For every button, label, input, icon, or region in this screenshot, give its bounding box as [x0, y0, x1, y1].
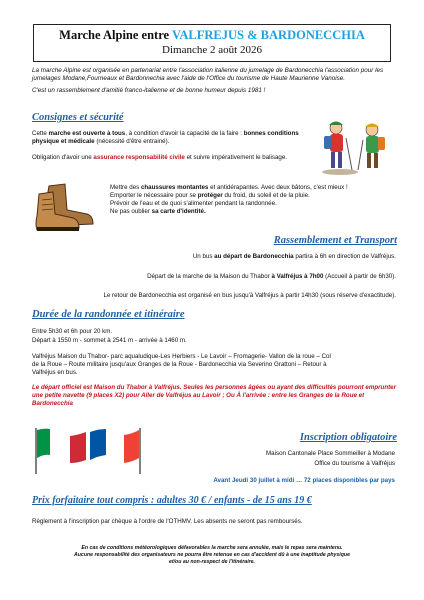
transport-depart: Départ de la marche de la Maison du Thabor à Valfréjus à 7h00 (Accueil à partir de 6h30).	[147, 273, 396, 280]
title-amp: &	[244, 28, 261, 42]
intro-paragraph: La marche Alpine est organisée en partenariat entre l'association italienne du jumelage de Bardonecchia l'association pour les jumelages Modane,Fourneaux et Bardonnechia avec l'aide de l'Office du tourisme de Haute Maurienne Vanoise.	[32, 67, 384, 83]
event-date: Dimanche 2 août 2026	[162, 44, 262, 56]
footer-line-3: et/ou au non-respect de l'itinéraire.	[169, 559, 255, 565]
intro-text	[32, 67, 397, 99]
section-title-transport: Rassemblement et Transport	[273, 235, 397, 246]
section-title-itineraire: Durée de la randonnée et itinéraire	[32, 309, 185, 320]
transport-retour: Le retour de Bardonecchia est organisé en bus jusqu'à Valfréjus à partir 14h30 (sous réserve d'exactitude).	[103, 292, 396, 299]
italian-flag-illustration	[28, 424, 90, 476]
inscription-lieu-modane: Maison Cantonale Place Sommeiller à Modane	[266, 450, 395, 457]
prix-reglement: Règlement à l'inscription par chèque à l'ordre de l'OTHMV. Les absents ne seront pas remboursés.	[32, 518, 303, 525]
consignes-equipment: Mettre des chaussures montantes et antidérapantes. Avec deux bâtons, c'est mieux ! Emporter le nécessaire pour se protéger du froid, du soleil et de la pluie. Prévoir de l'eau et de quoi s'alimenter pendant la randonnée. Ne pas oublier sa carte d'identité.	[110, 184, 348, 215]
section-title-consignes: Consignes et sécurité	[32, 112, 124, 123]
title-town-valfrejus: VALFREJUS	[171, 28, 244, 42]
itineraire-altitudes: Départ à 1550 m - sommet à 2541 m - arrivée à 1460 m.	[32, 337, 187, 344]
hikers-illustration	[318, 116, 396, 176]
itineraire-navette: Le départ officiel est Maison du Thabor à Valfréjus. Seules les personnes âgées ou ayant des difficultés pourront emprunter une petite navette (9 places X2) pour Aller de Valfréjus au Lavoir ; Ou À l'arrivée : entre les Granges de la Roue et Bardonecchia	[32, 384, 397, 407]
itineraire-duree: Entre 5h30 et 6h pour 20 km.	[32, 328, 113, 335]
inscription-deadline: Avant Jeudi 30 juillet à midi … 72 places disponibles par pays	[213, 477, 395, 484]
title-town-bardonecchia: BARDONECCHIA	[260, 28, 365, 42]
french-flag-illustration	[88, 424, 148, 476]
footer-disclaimer	[30, 545, 394, 566]
title-box	[33, 24, 391, 62]
itineraire-parcours: Valfréjus Maison du Thabor- parc aqualudique-Les Herbiers - Le Lavoir – Fromagerie- Vallon de la roue – Col de la Roue – Route militaire jusqu'aux Granges de la Roue - Bardonecchia via Severino Grattoni – Retour à Valfréjus en bus.	[32, 353, 331, 376]
page-title	[34, 28, 390, 43]
inscription-lieu-valfrejus: Office du tourisme à Valfréjus	[314, 460, 395, 467]
transport-bus: Un bus au départ de Bardonecchia partira à 6h en direction de Valfréjus.	[192, 253, 396, 260]
footer-line-1: En cas de conditions météorologiques défavorables la marche sera annulée, mais le repas sera maintenu.	[81, 545, 343, 551]
title-prefix: Marche Alpine entre	[59, 28, 172, 42]
hiking-boots-illustration	[35, 180, 105, 232]
section-title-inscription: Inscription obligatoire	[299, 432, 397, 443]
consignes-paragraph-1: Cette marche est ouverte à tous, à condition d'avoir la capacité de la faire : bonnes conditions physique et médicale (nécessité d'être entrainé).	[32, 130, 299, 145]
section-title-prix: Prix forfaitaire tout compris : adultes 30 € / enfants - de 15 ans 19 €	[32, 495, 312, 506]
footer-line-2: Aucune responsabilité des organisateurs ne pourra être retenue en cas d'accident dû à une inaptitude physique	[74, 552, 350, 558]
intro-tagline: C'est un rassemblement d'amitié franco-italienne et de bonne humeur depuis 1981 !	[32, 87, 266, 95]
consignes-paragraph-2: Obligation d'avoir une assurance responsabilité civile et suivre impérativement le balisage.	[32, 154, 288, 161]
